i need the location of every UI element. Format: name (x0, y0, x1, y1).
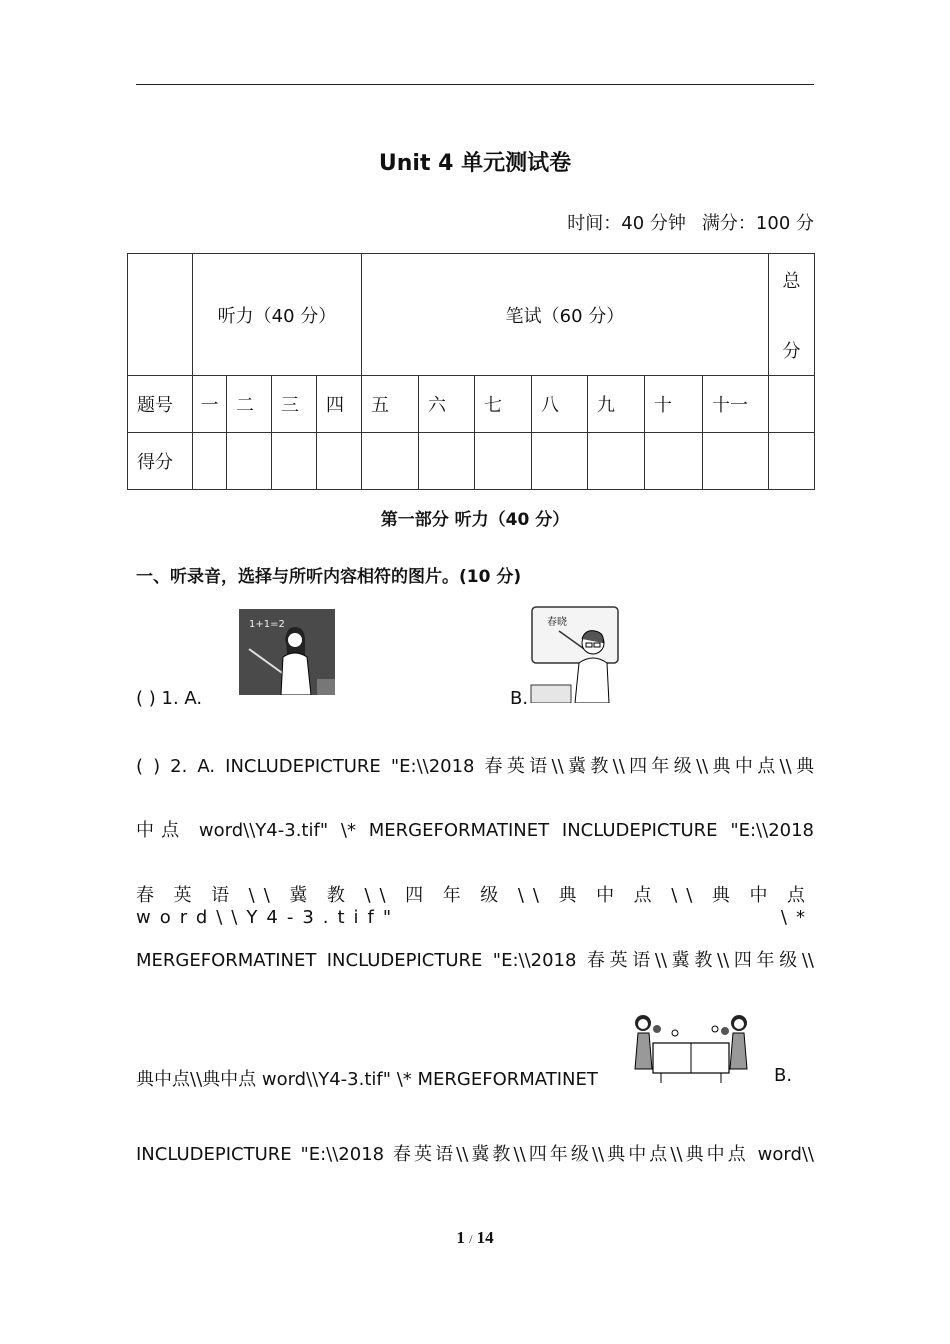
question-2-option-b: B. (774, 1065, 793, 1086)
score-table-header-row (128, 254, 815, 376)
question-number: 七 (475, 376, 532, 433)
row-label-score: 得分 (128, 433, 193, 490)
kids-ping-pong-picture (631, 1011, 751, 1083)
desk-corner (317, 679, 335, 695)
header-rule (136, 84, 814, 85)
score-cell[interactable] (193, 433, 227, 490)
question-1-option-b: B. (510, 688, 529, 709)
score-row (128, 433, 815, 490)
listening-header: 听力（40 分） (193, 254, 362, 376)
teacher-poem-picture (529, 603, 621, 703)
question-2-line: INCLUDEPICTURE "E:\\2018 春英语\\冀教\\四年级\\典中点\\典中点 word\\ (136, 1144, 814, 1165)
page-current: 1 (456, 1228, 465, 1247)
girl-left-body (635, 1033, 652, 1069)
score-cell[interactable] (362, 433, 419, 490)
girl-left-face (638, 1019, 648, 1029)
teacher-face (288, 633, 302, 647)
full-score: 满分：100 分 (701, 213, 814, 234)
ping-pong-ball (672, 1030, 678, 1036)
score-cell[interactable] (645, 433, 703, 490)
total-header (769, 254, 815, 376)
total-header-top: 总 (782, 270, 801, 292)
page-separator: / (469, 1232, 473, 1246)
time-limit: 时间：40 分钟 (567, 213, 686, 234)
page-title: Unit 4 单元测试卷 (378, 151, 572, 176)
question-number: 十 (645, 376, 703, 433)
teacher-body (281, 653, 311, 695)
question-2-line: 典中点\\典中点 word\\Y4-3.tif" \* MERGEFORMATINET (136, 1069, 598, 1090)
blackboard (532, 607, 618, 663)
score-cell[interactable] (317, 433, 362, 490)
total-header-bottom: 分 (782, 340, 801, 362)
exam-meta (567, 209, 814, 235)
score-cell[interactable] (475, 433, 532, 490)
score-cell[interactable] (703, 433, 769, 490)
header-empty-cell (128, 254, 193, 376)
chalkboard-text: 1+1=2 (249, 619, 285, 630)
open-book (531, 685, 571, 703)
girl-right-face (734, 1019, 744, 1029)
blackboard-text: 春晓 (547, 617, 567, 628)
question-number: 六 (419, 376, 475, 433)
score-cell[interactable] (588, 433, 645, 490)
question-2-line: 春英语\\冀教\\四年级\\典中点\\典中点 word\\Y4-3.tif" \* (136, 885, 814, 928)
teacher-math-picture (239, 609, 335, 695)
question-2-line: MERGEFORMATINET INCLUDEPICTURE "E:\\2018 春英语\\冀教\\四年级\\ (136, 950, 814, 971)
score-cell[interactable] (419, 433, 475, 490)
girl-right-body (730, 1033, 747, 1069)
score-table (127, 253, 815, 490)
question-number: 二 (227, 376, 272, 433)
page-number (0, 1228, 950, 1248)
ping-pong-ball (712, 1026, 718, 1032)
question-number: 三 (272, 376, 317, 433)
paddle-right (721, 1027, 729, 1035)
writing-header: 笔试（60 分） (362, 254, 769, 376)
score-cell[interactable] (532, 433, 588, 490)
total-number-cell (769, 376, 815, 433)
section-one-title: 一、听录音，选择与所听内容相符的图片。(10 分) (136, 567, 522, 587)
question-1-prefix: ( ) 1. A. (136, 688, 203, 709)
question-number: 四 (317, 376, 362, 433)
row-label-number: 题号 (128, 376, 193, 433)
page-total: 14 (476, 1228, 494, 1247)
score-cell[interactable] (272, 433, 317, 490)
score-cell[interactable] (227, 433, 272, 490)
question-2-line: ( ) 2. A. INCLUDEPICTURE "E:\\2018 春英语\\冀教\\四年级\\典中点\\典 (136, 756, 814, 777)
question-number: 一 (193, 376, 227, 433)
question-number: 九 (588, 376, 645, 433)
question-number-row (128, 376, 815, 433)
part-one-title: 第一部分 听力（40 分） (380, 510, 570, 530)
question-2-line: 中点 word\\Y4-3.tif" \* MERGEFORMATINET INCLUDEPICTURE "E:\\2018 (136, 820, 814, 841)
total-score-cell[interactable] (769, 433, 815, 490)
question-number: 八 (532, 376, 588, 433)
teacher-body (575, 658, 609, 703)
question-number: 五 (362, 376, 419, 433)
question-number: 十一 (703, 376, 769, 433)
paddle-left (653, 1025, 661, 1033)
